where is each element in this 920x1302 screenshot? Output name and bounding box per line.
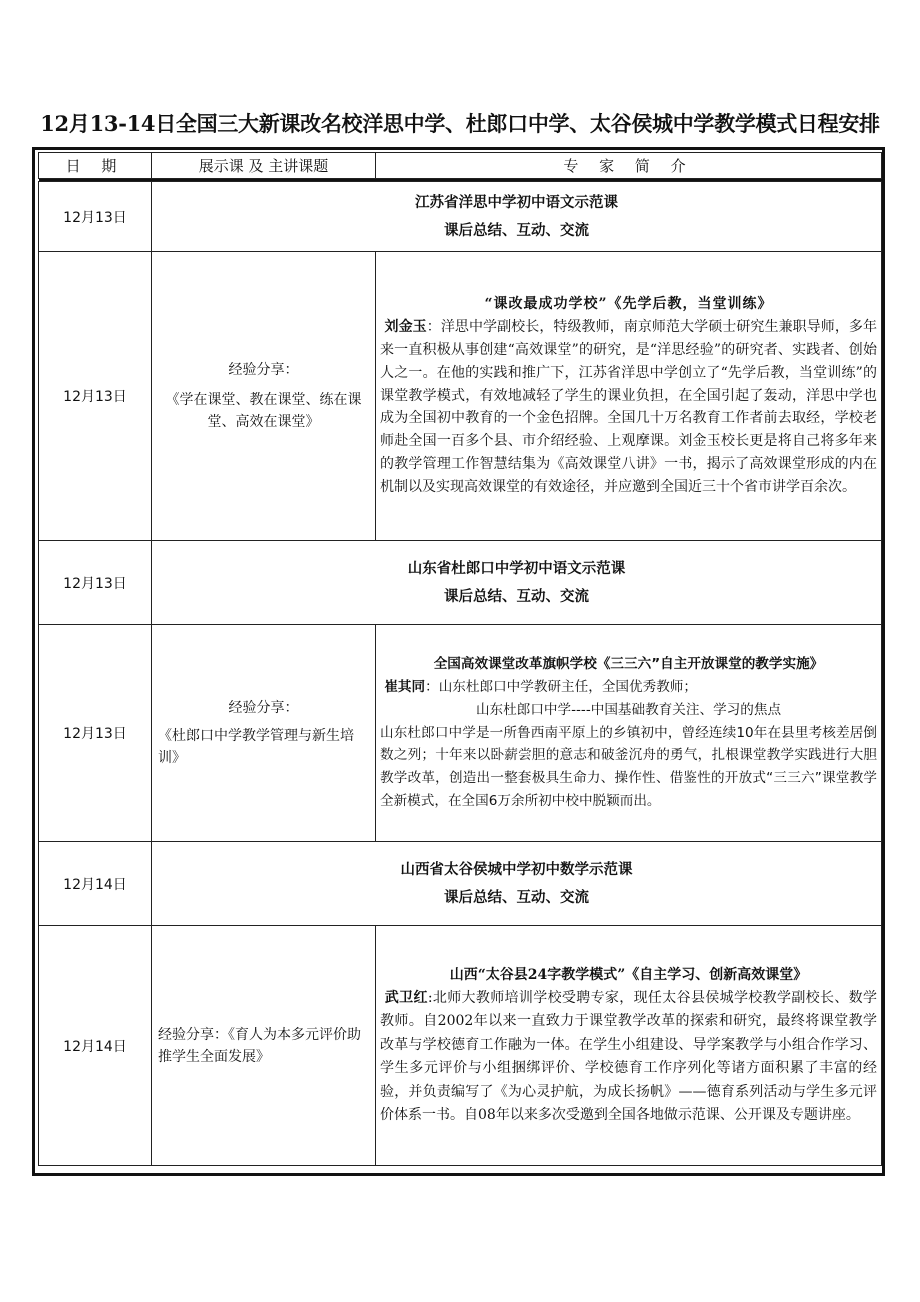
expert-name: 武卫红 [384, 989, 428, 1006]
date-cell: 12月14日 [39, 926, 152, 1166]
table-row [39, 625, 882, 842]
intro-text: :北师大教师培训学校受聘专家，现任太谷县侯城学校教学副校长、数学教师。自2002年以来一直致力于课堂教学改革的探索和研究，最终将课堂教学改革与学校德育工作融为一体。在学生小组建设、导学案教学与小组合作学习、学生多元评价与小组捆绑评价、学校德育工作序列化等诸方面积累了丰富的经验，并负责编写了《为心灵护航，为成长扬帆》——德育系列活动与学生多元评价体系一书。自08年以来多次受邀到全国各地做示范课、公开课及专题讲座。 [380, 989, 878, 1124]
demo-class-cell [152, 842, 882, 926]
table-row [39, 541, 882, 625]
date-cell: 12月13日 [39, 182, 152, 252]
share-label: 经验分享： [228, 700, 299, 716]
expert-intro-cell [376, 625, 882, 842]
header-course: 展示课 及 主讲课题 [152, 153, 376, 179]
intro-text: ：洋思中学副校长，特级教师，南京师范大学硕士研究生兼职导师，多年来一直积极从事创建“高效课堂”的研究，是“洋思经验”的研究者、实践者、创始人之一。在他的实践和推广下，江苏省洋思中学创立了“先学后教，当堂训练”的课堂教学模式，有效地减轻了学生的课业负担，在全国引起了轰动，洋思中学也成为全国初中教育的一个金色招牌。全国几十万名教育工作者前去取经，学校老师赴全国一百多个县、市介绍经验、上观摩课。刘金玉校长更是将自己将多年来的教学管理工作智慧结集为《高效课堂八讲》一书，揭示了高效课堂形成的内在机制以及实现高效课堂的有效途径，并应邀到全国近三十个省市讲学百余次。 [380, 319, 878, 495]
page-title: 12月13-14日全国三大新课改名校洋思中学、杜郎口中学、太谷侯城中学教学模式日程安排 [40, 111, 880, 136]
schedule-table [38, 152, 882, 1166]
share-text: 经验分享：《育人为本多元评价助推学生全面发展》 [158, 1026, 361, 1065]
demo-followup: 课后总结、互动、交流 [444, 588, 589, 605]
table-row [39, 252, 882, 541]
table-row [39, 926, 882, 1166]
expert-name: 刘金玉 [384, 319, 427, 336]
header-expert: 专 家 简 介 [376, 153, 882, 179]
demo-class-cell [152, 182, 882, 252]
header-row [39, 153, 882, 179]
intro-body [380, 316, 877, 498]
date-cell: 12月13日 [39, 625, 152, 842]
intro-body [380, 987, 877, 1127]
demo-title: 山西省太谷侯城中学初中数学示范课 [400, 861, 633, 878]
table-row [39, 182, 882, 252]
intro-text: ：山东杜郎口中学教研主任，全国优秀教师； [425, 679, 697, 695]
intro-heading: 全国高效课堂改革旗帜学校《三三六”自主开放课堂的教学实施》 [433, 656, 824, 673]
demo-followup: 课后总结、互动、交流 [444, 222, 589, 239]
demo-title: 江苏省洋思中学初中语文示范课 [415, 194, 618, 211]
share-cell [152, 625, 376, 842]
intro-heading: 山西“太谷县24字教学模式”《自主学习、创新高效课堂》 [449, 966, 808, 983]
share-cell [152, 252, 376, 541]
share-topic: 《学在课堂、教在课堂、练在课堂、高效在课堂》 [165, 392, 362, 430]
demo-class-cell [152, 541, 882, 625]
date-cell: 12月13日 [39, 541, 152, 625]
expert-name: 崔其同 [384, 679, 426, 695]
table-row [39, 842, 882, 926]
date-cell: 12月14日 [39, 842, 152, 926]
intro-text-2: 山东杜郎口中学是一所鲁西南平原上的乡镇初中，曾经连续10年在县里考核差居倒数之列；十年来以卧薪尝胆的意志和破釜沉舟的勇气，扎根课堂教学实践进行大胆教学改革，创造出一整套极具生命力、操作性、借鉴性的开放式“三三六”课堂教学全新模式，在全国6万余所初中校中脱颖而出。 [380, 724, 877, 809]
share-label: 经验分享： [228, 362, 299, 378]
expert-intro-cell [376, 926, 882, 1166]
intro-body [380, 676, 877, 699]
share-topic: 《杜郎口中学教学管理与新生培训》 [158, 728, 354, 766]
header-date: 日 期 [39, 153, 152, 179]
expert-intro-cell [376, 252, 882, 541]
date-cell: 12月13日 [39, 252, 152, 541]
demo-title: 山东省杜郎口中学初中语文示范课 [407, 560, 626, 577]
demo-followup: 课后总结、互动、交流 [444, 889, 589, 906]
intro-heading: “课改最成功学校”《先学后教，当堂训练》 [484, 296, 773, 313]
intro-subheading: 山东杜郎口中学----中国基础教育关注、学习的焦点 [475, 701, 782, 718]
share-cell [152, 926, 376, 1166]
